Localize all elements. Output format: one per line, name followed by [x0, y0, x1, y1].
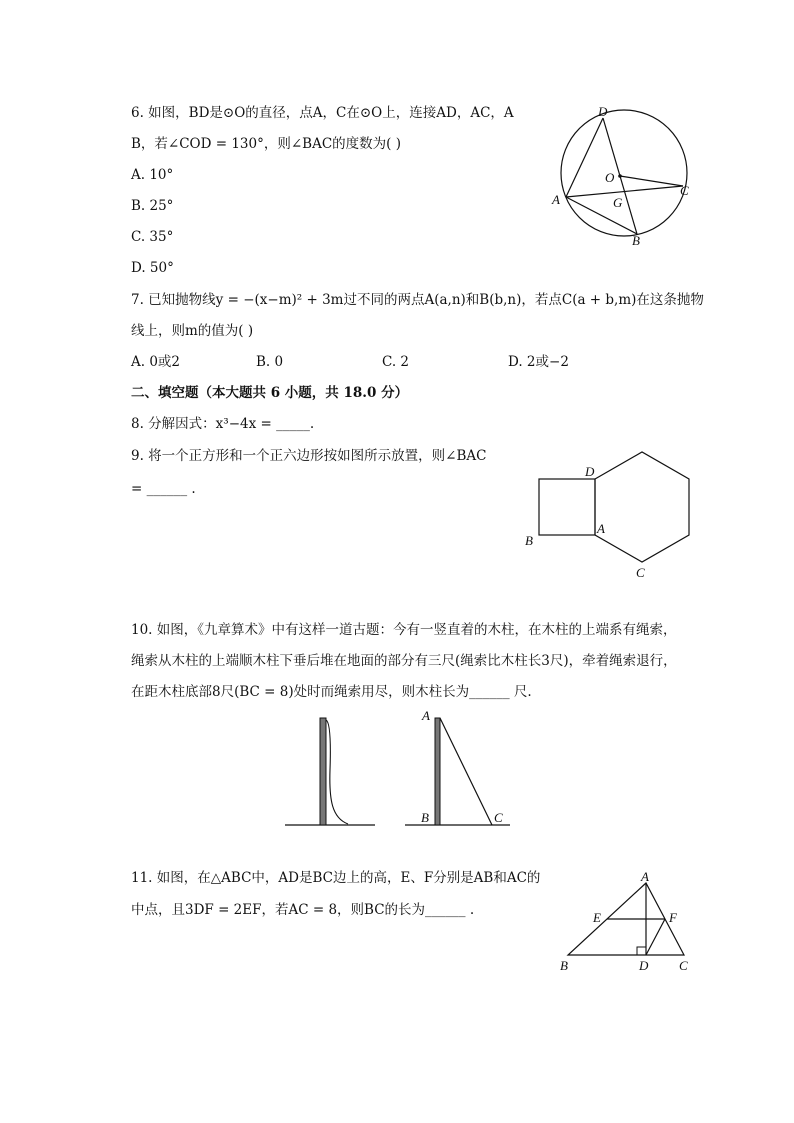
q10-pillar-right [435, 718, 440, 825]
q10-label-C: C [494, 810, 503, 825]
q6-line1: 6. 如图，BD是⊙O的直径，点A，C在⊙O上，连接AD，AC，A [131, 105, 514, 121]
q6-segment-AB [566, 197, 637, 234]
q6-center-dot [618, 174, 622, 178]
q9-label-B: B [525, 533, 533, 548]
q10-rope-hanging [326, 720, 348, 824]
q6-circle-figure [540, 100, 700, 250]
q7-option-d: D. 2或−2 [508, 354, 569, 370]
q6-label-A: A [552, 192, 560, 207]
q11-label-D: D [639, 958, 649, 973]
q6-segment-OC [620, 176, 683, 186]
q7-option-c: C. 2 [382, 354, 410, 370]
q11-label-B: B [560, 958, 568, 973]
q6-label-D: D [598, 104, 608, 119]
q6-line2: B，若∠COD = 130°，则∠BAC的度数为( ) [131, 136, 401, 152]
q6-circle [561, 110, 687, 236]
q11-line1: 11. 如图，在△ABC中，AD是BC边上的高，E、F分别是AB和AC的 [131, 870, 541, 886]
q7-option-a: A. 0或2 [131, 354, 181, 370]
q11-label-C: C [679, 958, 688, 973]
q6-label-B: B [632, 233, 640, 248]
q6-label-O: O [605, 170, 615, 185]
q10-label-B: B [421, 810, 429, 825]
q11-label-F: F [669, 910, 677, 925]
q6-label-G: G [613, 195, 623, 210]
q11-triangle-figure [555, 865, 700, 975]
q6-option-d: D. 50° [131, 260, 174, 276]
q6-label-C: C [680, 183, 689, 198]
q7-option-b: B. 0 [256, 354, 284, 370]
q9-hexagon [595, 452, 689, 562]
q9-square-hexagon-figure [520, 448, 700, 583]
q9-label-C: C [636, 565, 645, 580]
q6-option-b: B. 25° [131, 198, 174, 214]
q6-option-c: C. 35° [131, 229, 174, 245]
q11-label-E: E [593, 910, 601, 925]
q10-line2: 绳索从木柱的上端顺木柱下垂后堆在地面的部分有三尺(绳索比木柱长3尺)，牵着绳索退行， [131, 653, 677, 669]
q9-line2: = ______ . [131, 481, 196, 497]
q11-right-angle-mark [637, 947, 646, 955]
q8-text: 8. 分解因式：x³−4x = _____. [131, 416, 315, 432]
q10-line3: 在距木柱底部8尺(BC = 8)处时而绳索用尽，则木柱长为______ 尺. [131, 684, 532, 700]
q6-segment-DA [566, 118, 603, 197]
q9-label-A: A [597, 521, 605, 536]
section2-title: 二、填空题（本大题共 6 小题，共 18.0 分） [131, 385, 409, 401]
q11-label-A: A [641, 869, 649, 884]
q6-segment-AC [566, 186, 683, 197]
q7-line1: 7. 已知抛物线y = −(x−m)² + 3m过不同的两点A(a,n)和B(b,n)，若点C(a + b,m)在这条抛物 [131, 292, 704, 308]
q10-pillar-left [320, 718, 326, 825]
q9-label-D: D [585, 464, 595, 479]
q11-segment-DF [646, 919, 665, 955]
q10-label-A: A [422, 708, 430, 723]
q11-line2: 中点，且3DF = 2EF，若AC = 8，则BC的长为______ . [131, 902, 475, 918]
q6-option-a: A. 10° [131, 167, 174, 183]
q10-line1: 10. 如图，《九章算术》中有这样一道古题：今有一竖直着的木柱，在木柱的上端系有绳索， [131, 622, 677, 638]
q10-pillar-figure [280, 705, 520, 835]
q9-square [539, 479, 595, 535]
q10-rope-stretched [440, 718, 492, 825]
q7-line2: 线上，则m的值为( ) [131, 323, 254, 339]
q9-line1: 9. 将一个正方形和一个正六边形按如图所示放置，则∠BAC [131, 448, 487, 464]
